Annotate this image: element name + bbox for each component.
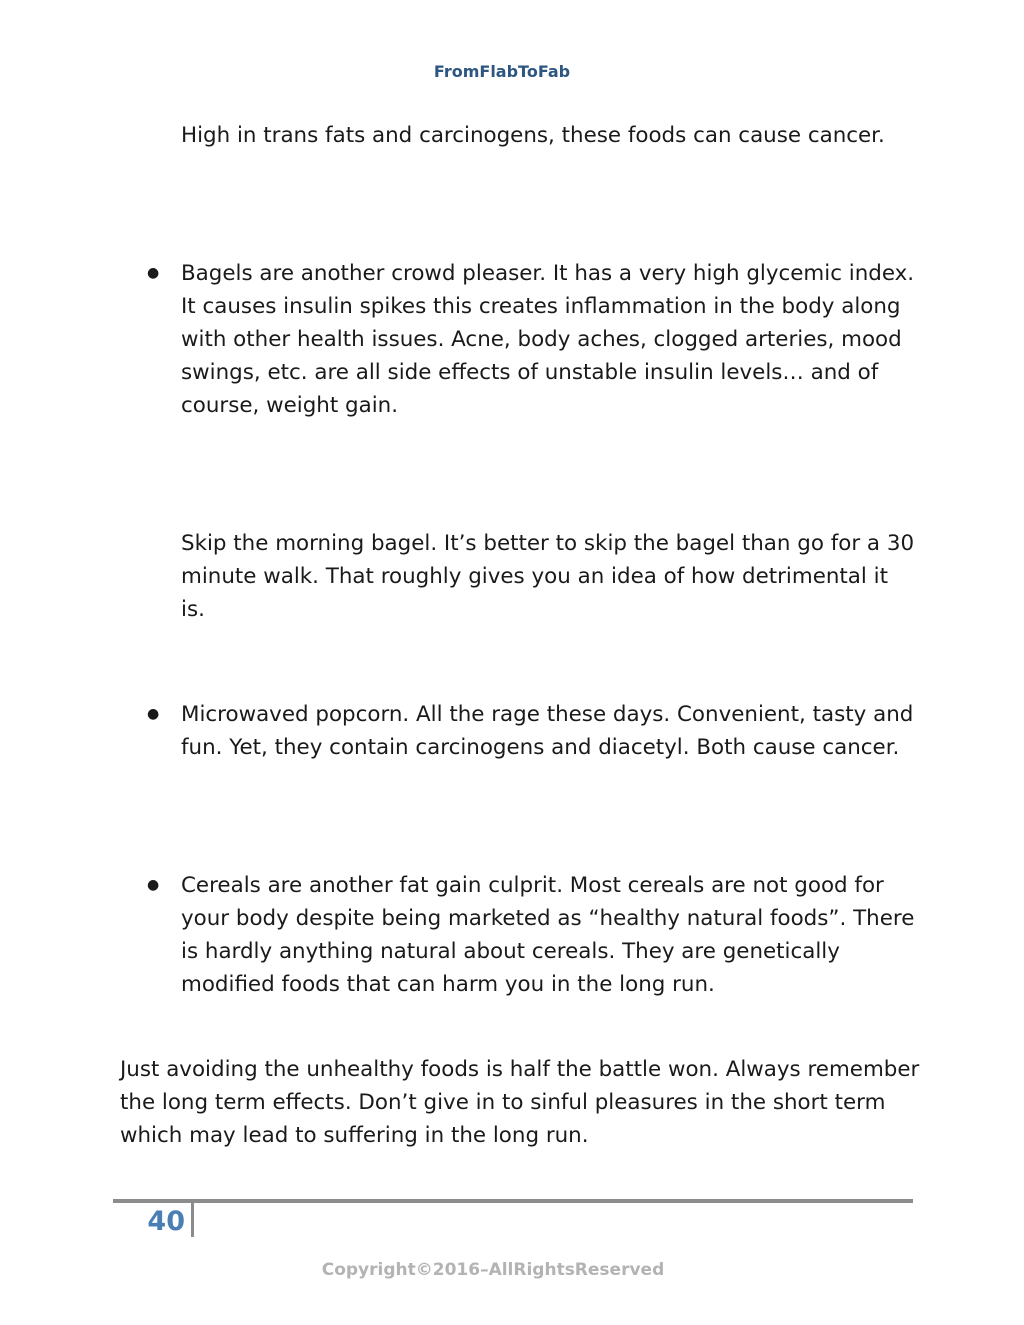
paragraph-cereals: Cereals are another fat gain culprit. Most cereals are not good for your body despite being marketed as “healthy natural foods”. There is hardly anything natural about cereals. They are genetically modified foods that can harm you in the long run. bbox=[181, 873, 915, 997]
bullet-icon: ● bbox=[147, 265, 160, 281]
paragraph-trans-fats: High in trans fats and carcinogens, these foods can cause cancer. bbox=[181, 123, 885, 148]
page-number: 40 bbox=[147, 1206, 185, 1237]
page-number-divider bbox=[191, 1203, 194, 1237]
bullet-icon: ● bbox=[147, 706, 160, 722]
running-header: FromFlabToFab bbox=[433, 62, 571, 81]
paragraph-conclusion: Just avoiding the unhealthy foods is half the battle won. Always remember the long term effects. Don’t give in to sinful pleasures in the short term which may lead to suffering in the long run. bbox=[120, 1057, 920, 1148]
paragraph-popcorn: Microwaved popcorn. All the rage these days. Convenient, tasty and fun. Yet, they contain carcinogens and diacetyl. Both cause cancer. bbox=[181, 702, 914, 760]
paragraph-bagels: Bagels are another crowd pleaser. It has a very high glycemic index. It causes insulin spikes this creates inflammation in the body along with other health issues. Acne, body aches, clogged arteries, mood swings, etc. are all side effects of unstable insulin levels… and of course, weight gain. bbox=[181, 261, 915, 418]
paragraph-skip-bagel: Skip the morning bagel. It’s better to skip the bagel than go for a 30 minute walk. That roughly gives you an idea of how detrimental it is. bbox=[181, 531, 915, 622]
footer-divider bbox=[113, 1199, 913, 1203]
bullet-icon: ● bbox=[147, 877, 160, 893]
copyright-notice: Copyright©2016–AllRightsReserved bbox=[321, 1260, 665, 1280]
